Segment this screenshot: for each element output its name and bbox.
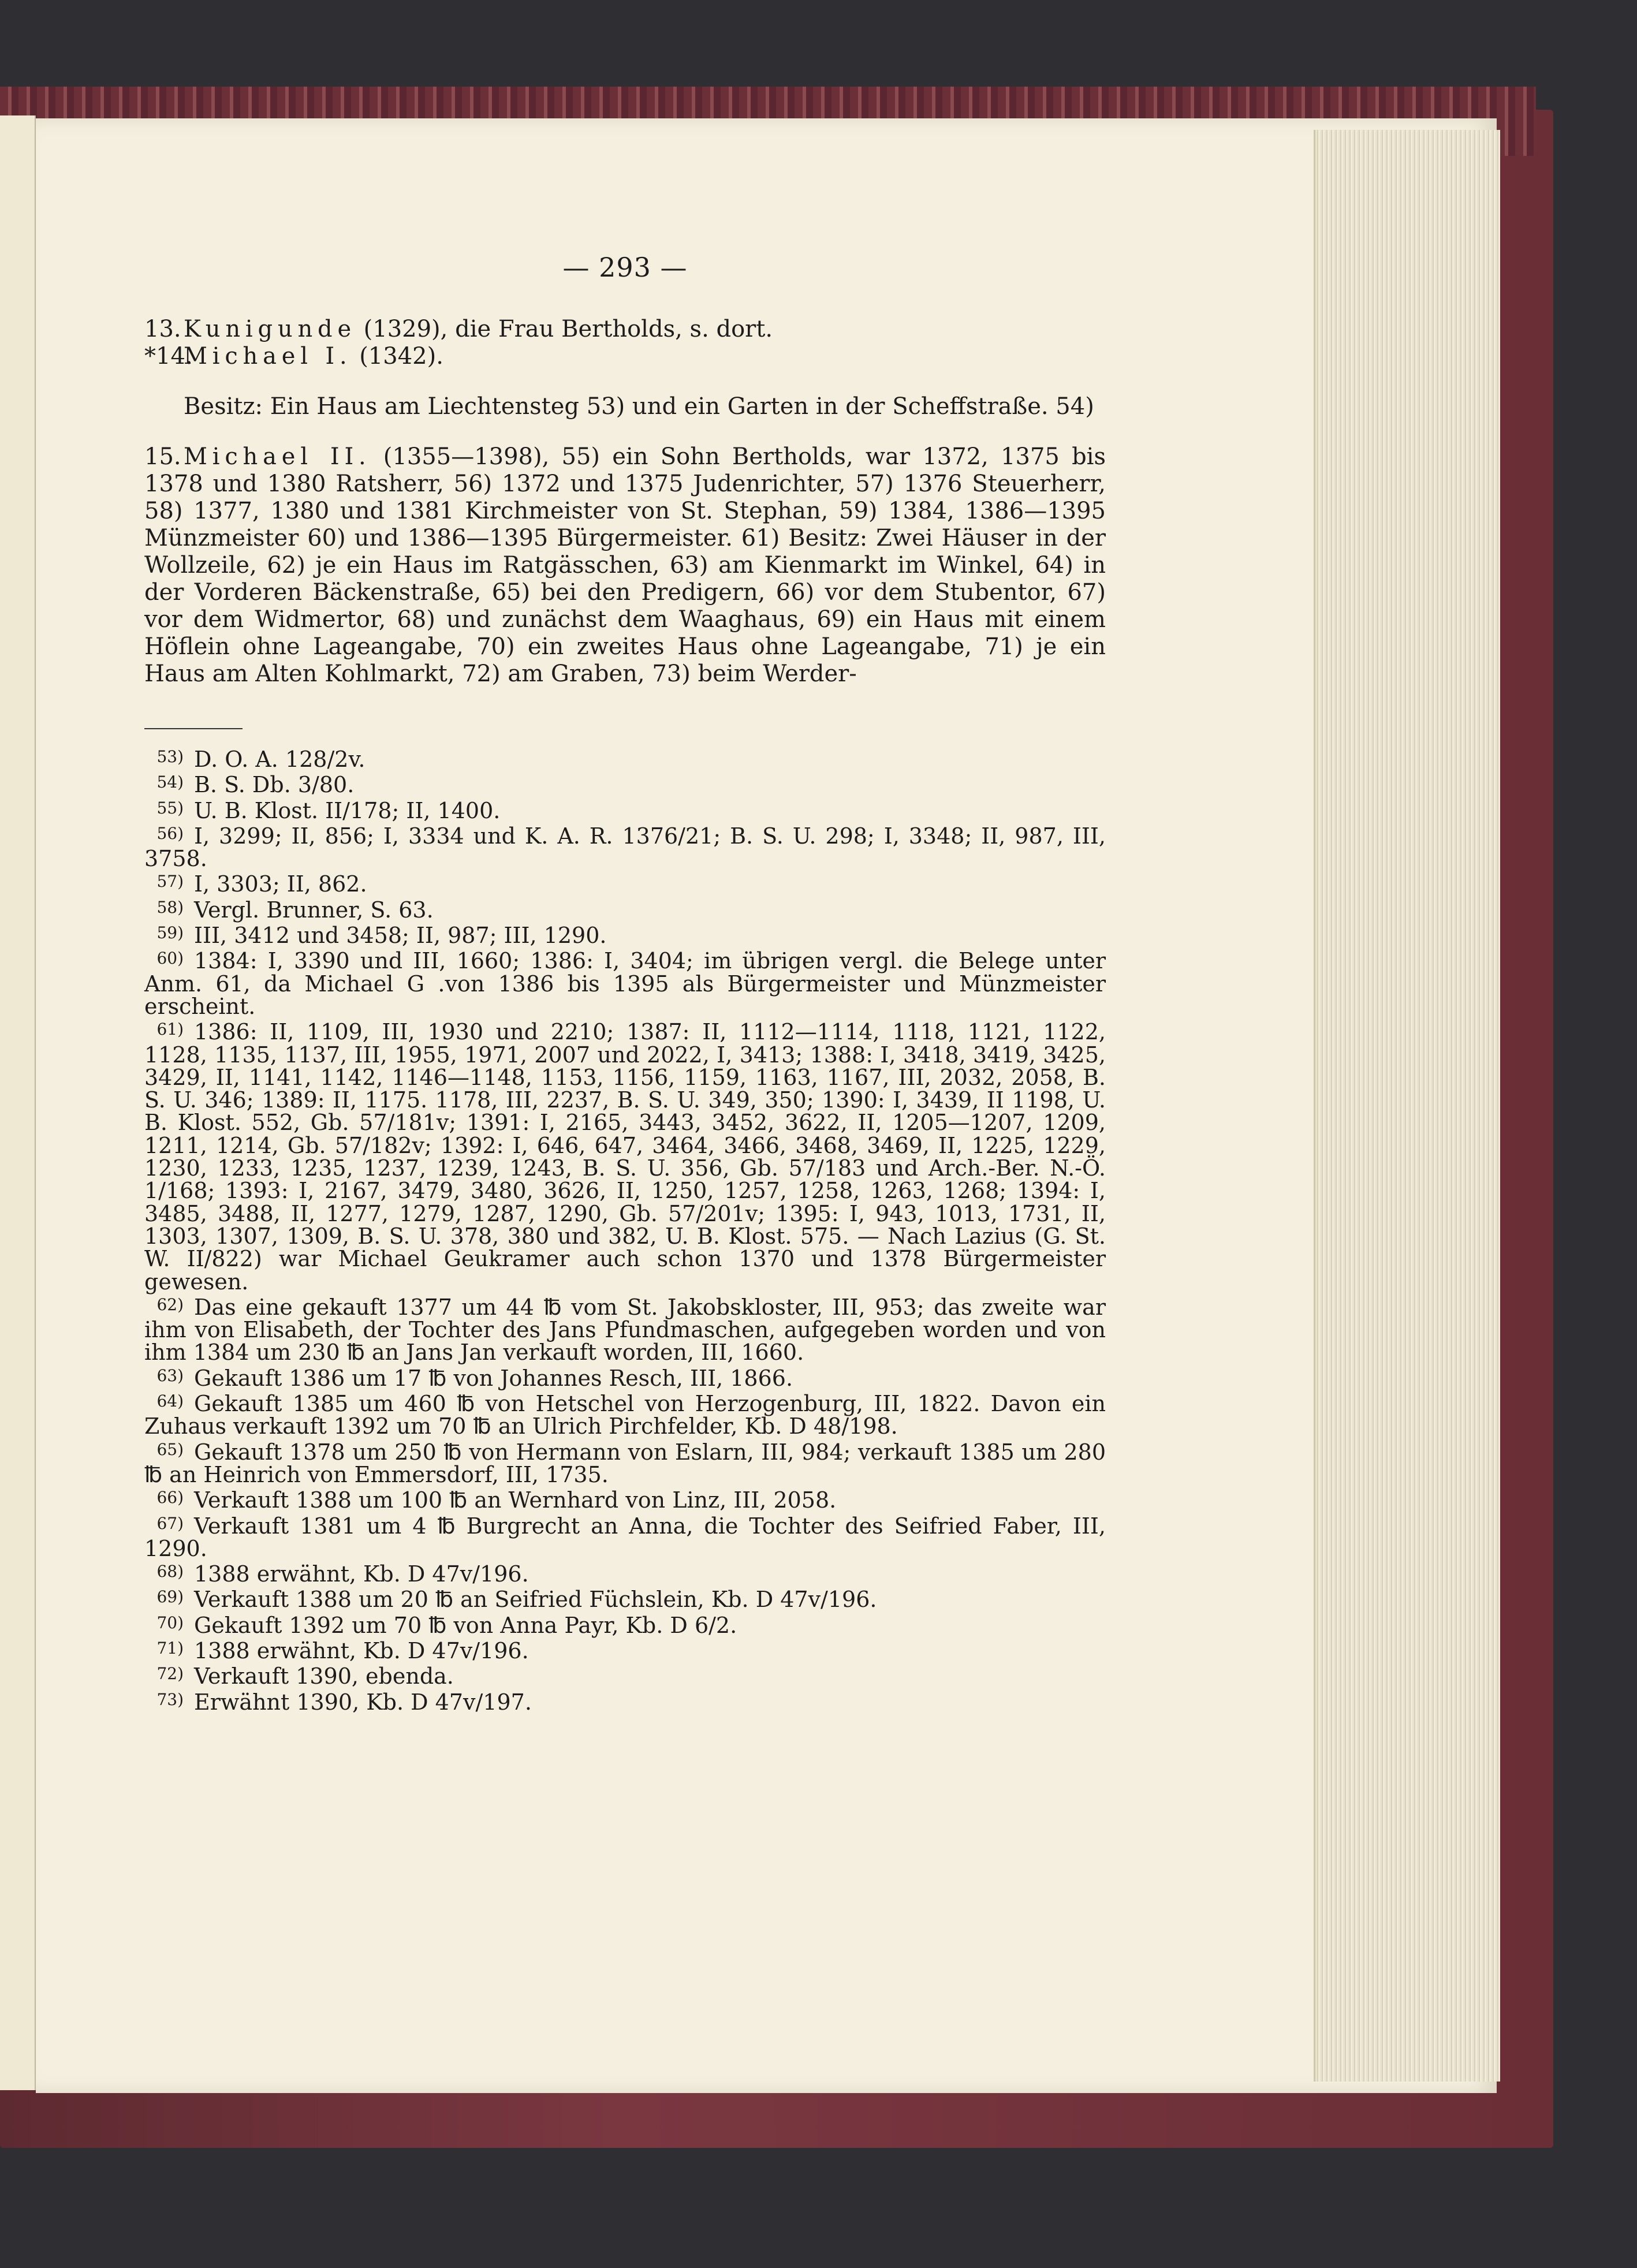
footnote-mark: 71) <box>156 1638 184 1658</box>
footnote-mark: 70) <box>156 1613 184 1632</box>
entry-text: (1342). <box>359 343 443 370</box>
footnote-text: Verkauft 1388 um 20 ℔ an Seifried Füchslein, Kb. D 47v/196. <box>194 1587 877 1613</box>
footnote-text: B. S. Db. 3/80. <box>194 772 355 798</box>
footnote-text: III, 3412 und 3458; II, 987; III, 1290. <box>194 923 607 949</box>
footnote-57 <box>144 870 1106 896</box>
footnote-67 <box>144 1512 1106 1561</box>
footnote-text: Das eine gekauft 1377 um 44 ℔ vom St. Jakobskloster, III, 953; das zweite war ihm von Elisabeth, der Tochter des Jans Pfundmaschen, aufgegeben worden und von ihm 1384 um 230 ℔ an Jans Jan verkauft worden, III, 1660. <box>144 1294 1106 1366</box>
footnote-mark: 73) <box>156 1689 184 1709</box>
footnote-65 <box>144 1438 1106 1487</box>
footnote-text: Gekauft 1385 um 460 ℔ von Hetschel von Herzogenburg, III, 1822. Davon ein Zuhaus verkauft 1392 um 70 ℔ an Ulrich Pirchfelder, Kb. D 48/198. <box>144 1391 1106 1439</box>
footnote-mark: 59) <box>156 923 184 943</box>
entry-13 <box>144 316 1106 343</box>
footnote-60 <box>144 947 1106 1018</box>
footnote-mark: 53) <box>156 747 184 766</box>
footnote-text: Verkauft 1388 um 100 ℔ an Wernhard von Linz, III, 2058. <box>194 1487 837 1513</box>
entry-name: Kunigunde <box>184 316 356 342</box>
previous-page-edge <box>0 115 36 2090</box>
footnotes <box>144 745 1106 1714</box>
footnote-mark: 63) <box>156 1366 184 1385</box>
footnote-66 <box>144 1486 1106 1512</box>
footnote-mark: 62) <box>156 1295 184 1314</box>
footnote-mark: 61) <box>156 1020 184 1039</box>
entry-text: (1329), die Frau Bertholds, s. dort. <box>363 316 773 342</box>
entry-number: *14. <box>144 343 193 370</box>
footnote-text: Gekauft 1392 um 70 ℔ von Anna Payr, Kb. D 6/2. <box>194 1612 737 1638</box>
footnote-69 <box>144 1586 1106 1611</box>
entry-14 <box>144 343 1106 370</box>
footnote-70 <box>144 1612 1106 1637</box>
footnote-58 <box>144 896 1106 922</box>
footnote-68 <box>144 1560 1106 1586</box>
page-fore-edge <box>1314 130 1500 2082</box>
footnote-54 <box>144 771 1106 796</box>
entry-text: (1355—1398), 55) ein Sohn Bertholds, war 1372, 1375 bis 1378 und 1380 Ratsherr, 56) 1372 und 1375 Judenrichter, 57) 1376 Steuerherr, 58) 1377, 1380 und 1381 Kirchmeister von St. Stephan, 59) 1384, 1386—1395 Münzmeister 60) und 1386—1395 Bürgermeister. 61) Besitz: Zwei Häuser in der Wollzeile, 62) je ein Haus im Ratgässchen, 63) am Kienmarkt im Winkel, 64) in der Vorderen Bäckenstraße, 65) bei den Predigern, 66) vor dem Stubentor, 67) vor dem Widmertor, 68) und zunächst dem Waaghaus, 69) ein Haus mit einem Höflein ohne Lageangabe, 70) ein zweites Haus ohne Lageangabe, 71) je ein Haus am Alten Kohlmarkt, 72) am Graben, 73) beim Werder- <box>144 443 1106 687</box>
footnote-mark: 67) <box>156 1513 184 1533</box>
footnote-63 <box>144 1364 1106 1390</box>
footnote-62 <box>144 1293 1106 1364</box>
footnote-text: 1386: II, 1109, III, 1930 und 2210; 1387: II, 1112—1114, 1118, 1121, 1122, 1128, 1135, 1137, III, 1955, 1971, 2007 und 2022, I, 3413; 1388: I, 3418, 3419, 3425, 3429, II, 1141, 1142, 1146—1148, 1153, 1156, 1159, 1163, 1167, III, 2032, 2058, B. S. U. 346; 1389: II, 1175. 1178, III, 2237, B. S. U. 349, 350; 1390: I, 3439, II 1198, U. B. Klost. 552, Gb. 57/181v; 1391: I, 2165, 3443, 3452, 3622, II, 1205—1207, 1209, 1211, 1214, Gb. 57/182v; 1392: I, 646, 647, 3464, 3466, 3468, 3469, II, 1225, 1229, 1230, 1233, 1235, 1237, 1239, 1243, B. S. U. 356, Gb. 57/183 und Arch.-Ber. N.-Ö. 1/168; 1393: I, 2167, 3479, 3480, 3626, II, 1250, 1257, 1258, 1263, 1268; 1394: I, 3485, 3488, II, 1277, 1279, 1287, 1290, Gb. 57/201v; 1395: I, 943, 1013, 1731, II, 1303, 1307, 1309, B. S. U. 378, 380 und 382, U. B. Klost. 575. — Nach Lazius (G. St. W. II/822) war Michael Geukramer auch schon 1370 und 1378 Bürgermeister gewesen. <box>144 1019 1106 1295</box>
footnote-text: U. B. Klost. II/178; II, 1400. <box>194 797 501 823</box>
footnote-text: Vergl. Brunner, S. 63. <box>194 897 434 923</box>
footnote-73 <box>144 1688 1106 1714</box>
footnote-64 <box>144 1390 1106 1438</box>
footnote-divider <box>144 728 243 729</box>
footnote-text: Erwähnt 1390, Kb. D 47v/197. <box>194 1689 532 1715</box>
footnote-56 <box>144 822 1106 871</box>
page-content <box>144 254 1106 1714</box>
footnote-mark: 69) <box>156 1587 184 1607</box>
entry-name: Michael II. <box>184 443 371 470</box>
page-number: — 293 — <box>562 252 688 283</box>
footnote-mark: 56) <box>156 823 184 843</box>
footnote-55 <box>144 797 1106 822</box>
footnote-61 <box>144 1018 1106 1293</box>
footnote-mark: 64) <box>156 1392 184 1411</box>
footnote-mark: 55) <box>156 798 184 818</box>
footnote-59 <box>144 922 1106 947</box>
footnote-text: I, 3303; II, 862. <box>194 871 367 897</box>
footnote-text: 1384: I, 3390 und III, 1660; 1386: I, 3404; im übrigen vergl. die Belege unter Anm. 61, da Michael G .von 1386 bis 1395 als Bürgermeister und Münzmeister erscheint. <box>144 948 1106 1019</box>
footnote-text: Gekauft 1386 um 17 ℔ von Johannes Resch, III, 1866. <box>194 1365 793 1391</box>
footnote-text: 1388 erwähnt, Kb. D 47v/196. <box>194 1561 529 1587</box>
footnote-71 <box>144 1637 1106 1662</box>
footnote-text: Gekauft 1378 um 250 ℔ von Hermann von Eslarn, III, 984; verkauft 1385 um 280 ℔ an Heinrich von Emmersdorf, III, 1735. <box>144 1439 1106 1487</box>
entry-name: Michael I. <box>184 343 352 370</box>
entry-number: 15. <box>144 443 181 470</box>
footnote-mark: 72) <box>156 1664 184 1684</box>
footnote-text: D. O. A. 128/2v. <box>194 747 366 772</box>
footnote-72 <box>144 1662 1106 1688</box>
footnote-text: Verkauft 1390, ebenda. <box>194 1663 454 1689</box>
entry-number: 13. <box>144 316 181 342</box>
footnote-text: 1388 erwähnt, Kb. D 47v/196. <box>194 1637 529 1663</box>
footnote-mark: 54) <box>156 773 184 792</box>
footnote-mark: 60) <box>156 949 184 968</box>
entry-14-besitz: Besitz: Ein Haus am Liechtensteg 53) und ein Garten in der Scheffstraße. 54) <box>184 393 1094 420</box>
footnote-mark: 68) <box>156 1562 184 1581</box>
footnote-text: I, 3299; II, 856; I, 3334 und K. A. R. 1376/21; B. S. U. 298; I, 3348; II, 987, III, 3758. <box>144 823 1106 872</box>
footnote-mark: 58) <box>156 897 184 917</box>
footnote-mark: 65) <box>156 1439 184 1459</box>
entry-15 <box>144 443 1106 688</box>
footnote-text: Verkauft 1381 um 4 ℔ Burgrecht an Anna, die Tochter des Seifried Faber, III, 1290. <box>144 1513 1106 1561</box>
footnote-53 <box>144 745 1106 771</box>
footnote-mark: 57) <box>156 872 184 891</box>
footnote-mark: 66) <box>156 1488 184 1508</box>
